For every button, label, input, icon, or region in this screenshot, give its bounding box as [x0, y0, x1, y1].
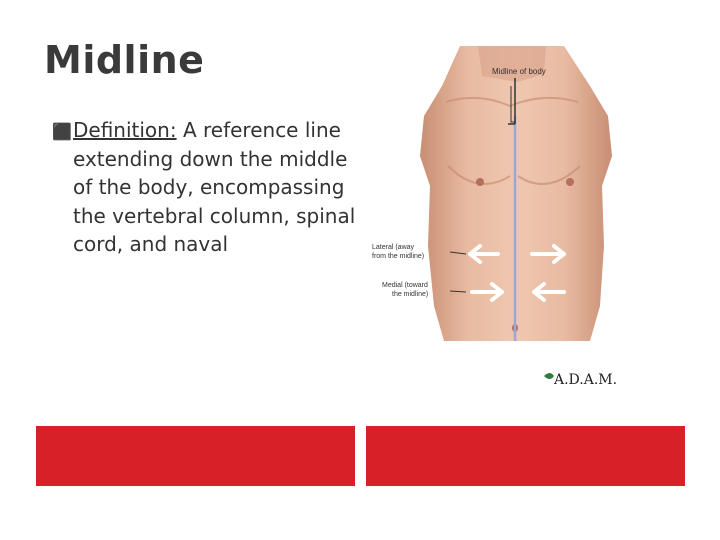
torso-illustration	[368, 46, 630, 391]
lateral-label-1: Lateral (away	[372, 244, 415, 251]
nipple-right	[566, 178, 574, 186]
accent-bar-left	[36, 426, 355, 486]
definition-label: Definition:	[73, 118, 177, 142]
slide-title: Midline	[44, 38, 205, 82]
definition-text	[73, 116, 363, 259]
svg-text:A.D.A.M.: A.D.A.M.	[554, 372, 618, 388]
adam-logo	[544, 372, 617, 388]
accent-bar-right	[366, 426, 685, 486]
midline-of-body-label: Midline of body	[492, 67, 546, 76]
anatomy-figure	[368, 46, 630, 391]
nipple-left	[476, 178, 484, 186]
medial-label-1: Medial (toward	[382, 282, 428, 289]
lateral-label-2: from the midline)	[372, 253, 425, 260]
medial-label-2: the midline)	[392, 291, 429, 298]
bullet-icon: ⬛	[52, 122, 72, 141]
definition-body: A reference line extending down the middle of the body, encompassing the vertebral column, spinal cord, and naval	[73, 118, 356, 257]
